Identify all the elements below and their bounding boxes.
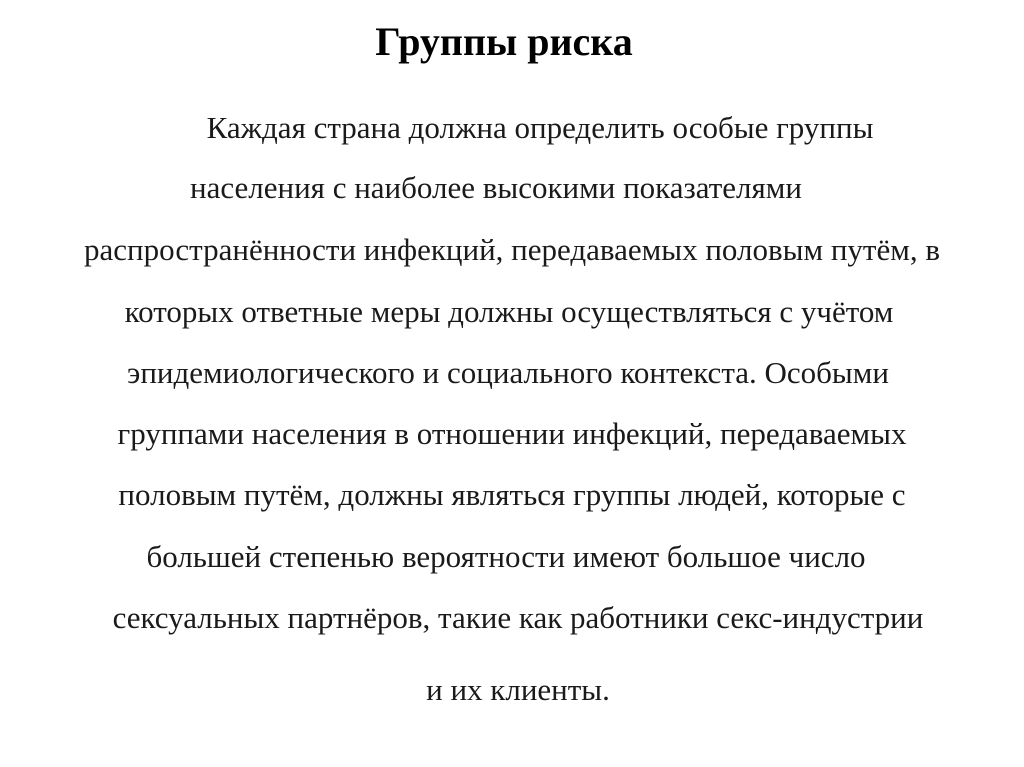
paragraph-line: половым путём, должны являться группы людей, которые с <box>118 477 906 512</box>
paragraph-line: Каждая страна должна определить особые группы <box>206 110 874 145</box>
paragraph-line: которых ответные меры должны осуществляться с учётом <box>124 294 894 329</box>
paragraph-line: сексуальных партнёров, такие как работники секс-индустрии <box>112 600 924 635</box>
paragraph-line: и их клиенты. <box>426 672 610 707</box>
slide-title: Группы риска <box>375 19 633 64</box>
paragraph-line: группами населения в отношении инфекций, передаваемых <box>117 416 907 451</box>
paragraph-line: эпидемиологического и социального контекста. Особыми <box>127 355 889 390</box>
paragraph-line: распространённости инфекций, передаваемых половым путём, в <box>84 232 940 267</box>
paragraph-line: населения с наиболее высокими показателями <box>190 170 802 205</box>
paragraph-line: большей степенью вероятности имеют большое число <box>146 539 866 574</box>
